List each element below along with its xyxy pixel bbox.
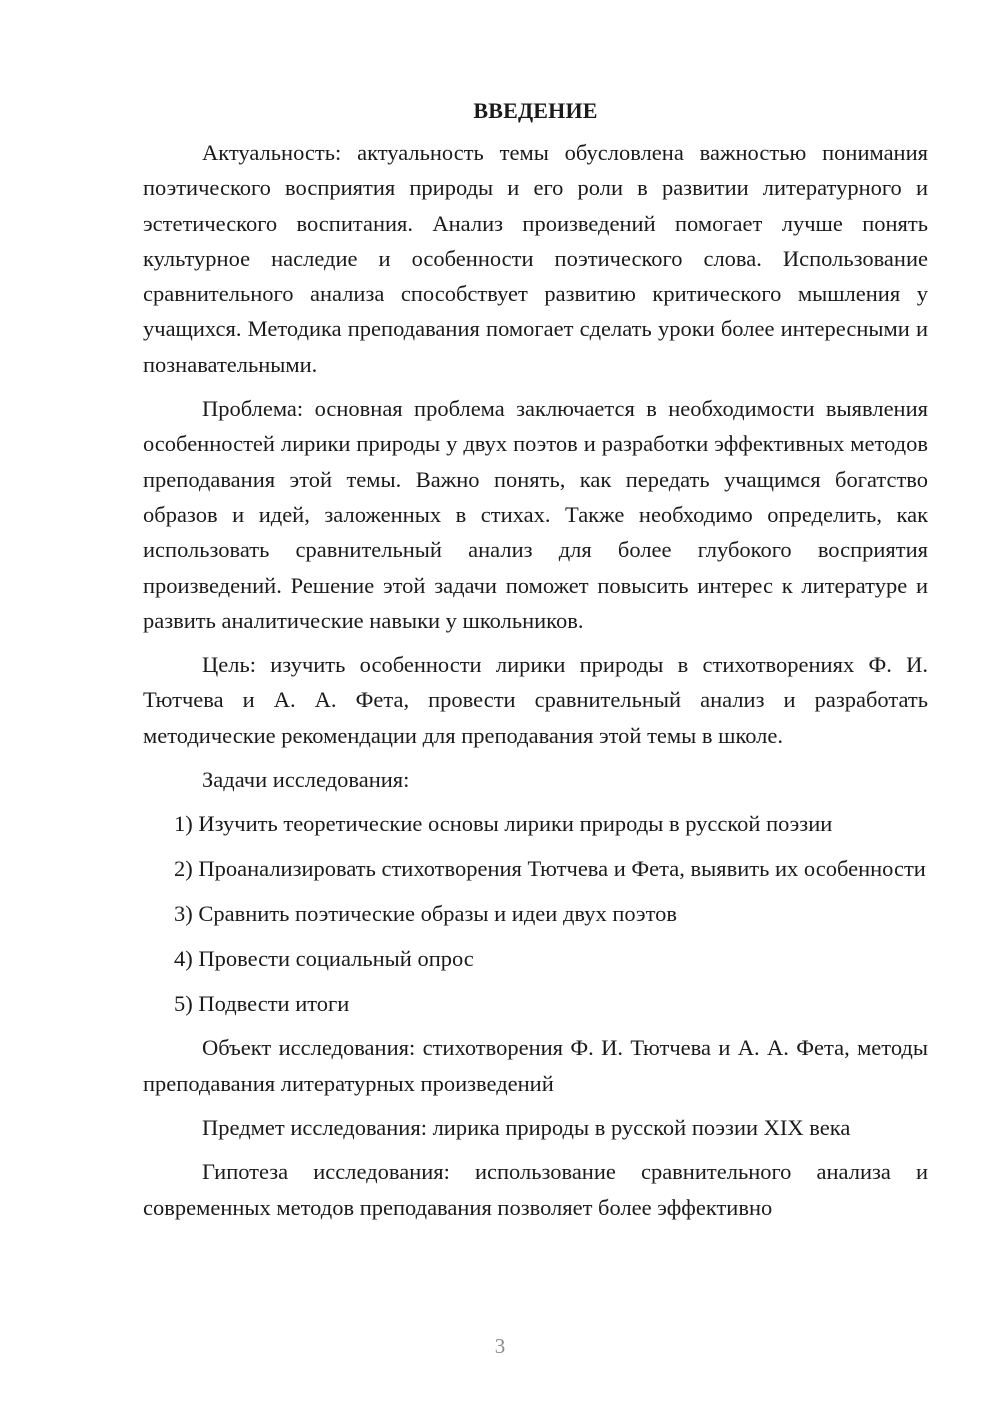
tasks-title: Задачи исследования: [202,767,410,793]
task-item: 2) Проанализировать стихотворения Тютчева и Фета, выявить их особенности [174,856,926,882]
paragraph-problem: Проблема: основная проблема заключается в необходимости выявления особенностей лирики природы у двух поэтов и разработки эффективных методов преподавания этой темы. Важно понять, как передать учащимся богатство образов и идей, заложенных в стихах. Также необходимо определить, как использовать сравнительный анализ для более глубокого восприятия произведений. Решение этой задачи поможет повысить интерес к литературе и развить аналитические навыки у школьников. [143,396,928,633]
paragraph-hypothesis: Гипотеза исследования: использование сравнительного анализа и современных методов преподавания позволяет более эффективно [143,1159,928,1220]
paragraph-goal: Цель: изучить особенности лирики природы в стихотворениях Ф. И. Тютчева и А. А. Фета, провести сравнительный анализ и разработать методические рекомендации для преподавания этой темы в школе. [143,652,928,748]
task-item: 4) Провести социальный опрос [174,945,474,971]
page-number: 3 [494,1334,506,1358]
document-page [143,96,928,1225]
task-item: 5) Подвести итоги [174,990,350,1016]
paragraph-relevance: Актуальность: актуальность темы обусловлена важностью понимания поэтического восприятия природы и его роли в развитии литературного и эстетического воспитания. Анализ произведений помогает лучше понять культурное наследие и особенности поэтического слова. Использование сравнительного анализа способствует развитию критического мышления у учащихся. Методика преподавания помогает сделать уроки более интересными и познавательными. [143,140,928,377]
task-item: 3) Сравнить поэтические образы и идеи двух поэтов [174,900,677,926]
paragraph-subject: Предмет исследования: лирика природы в русской поэзии XIX века [202,1114,851,1140]
paragraph-object: Объект исследования: стихотворения Ф. И. Тютчева и А. А. Фета, методы преподавания литературных произведений [143,1035,928,1096]
section-heading: ВВЕДЕНИЕ [473,98,598,123]
task-item: 1) Изучить теоретические основы лирики природы в русской поэзии [174,811,833,837]
